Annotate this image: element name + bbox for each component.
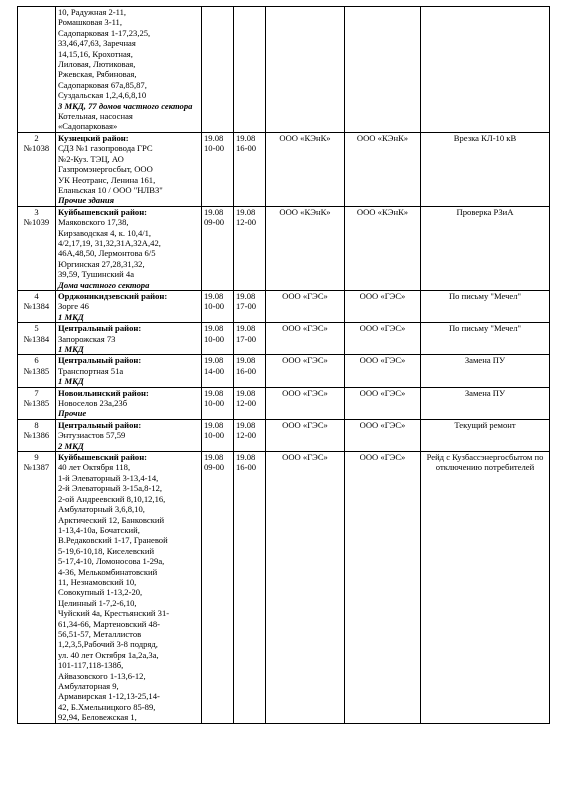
address-line: Запорожская 73 xyxy=(58,333,116,344)
request-id: №1384 xyxy=(23,333,50,344)
address-cell xyxy=(56,290,202,322)
address-line: Зорге 46 xyxy=(58,301,89,312)
address-line: Садопарковая 67а,85,87, xyxy=(58,79,147,90)
contractor-cell xyxy=(345,7,421,133)
address-line: 101-117,118-138б, xyxy=(58,660,124,671)
start-date: 19.08 xyxy=(204,419,224,430)
district-name: Куйбышевский район: xyxy=(58,452,148,463)
start-date: 19.08 xyxy=(204,132,224,143)
end-cell xyxy=(234,452,266,724)
end-date: 19.08 xyxy=(236,452,256,463)
address-line: УК Неотранс, Ленина 161, xyxy=(58,174,156,185)
row-number-cell xyxy=(18,132,56,206)
row-number-cell xyxy=(18,387,56,419)
district-name: Центральный район: xyxy=(58,323,142,334)
contractor-cell: ООО «ГЭС» xyxy=(345,290,421,322)
table-row xyxy=(18,323,550,355)
request-id: №1384 xyxy=(23,301,50,312)
end-cell xyxy=(234,419,266,451)
start-time: 14-00 xyxy=(204,365,225,376)
contractor-cell: ООО «ГЭС» xyxy=(345,355,421,387)
start-date: 19.08 xyxy=(204,355,224,366)
row-number-cell xyxy=(18,355,56,387)
row-number: 3 xyxy=(34,206,39,217)
end-time: 16-00 xyxy=(236,143,257,154)
request-id: №1386 xyxy=(23,430,50,441)
row-number: 2 xyxy=(34,132,39,143)
work-type-cell: По письму "Мечел" xyxy=(421,290,550,322)
organization-cell xyxy=(266,7,345,133)
start-date: 19.08 xyxy=(204,206,224,217)
address-line: В.Редаковский 1-17, Граневой xyxy=(58,535,168,546)
start-time: 10-00 xyxy=(204,430,225,441)
request-id: №1038 xyxy=(23,143,50,154)
start-time: 10-00 xyxy=(204,143,225,154)
address-line: Кирзаводская 4, к. 10,4/1, xyxy=(58,227,152,238)
address-line: Ржевская, Рябиновая, xyxy=(58,69,137,80)
start-cell xyxy=(202,419,234,451)
address-line: Транспортная 51а xyxy=(58,365,124,376)
work-type-cell: По письму "Мечел" xyxy=(421,323,550,355)
contractor-cell: ООО «КЭнК» xyxy=(345,206,421,290)
table-row xyxy=(18,452,550,724)
table-row xyxy=(18,387,550,419)
end-time: 12-00 xyxy=(236,430,257,441)
request-id: №1385 xyxy=(23,398,50,409)
address-line: 10, Радужная 2-11, xyxy=(58,7,127,17)
start-cell xyxy=(202,323,234,355)
end-time: 16-00 xyxy=(236,365,257,376)
end-cell xyxy=(234,132,266,206)
work-type-cell: Врезка КЛ-10 кВ xyxy=(421,132,550,206)
address-line: Лиловая, Лютиковая, xyxy=(58,59,136,70)
address-line: Ромашковая 3-11, xyxy=(58,17,122,28)
table-row xyxy=(18,132,550,206)
contractor-cell: ООО «ГЭС» xyxy=(345,419,421,451)
table-body xyxy=(18,7,550,724)
address-cell xyxy=(56,323,202,355)
row-number-cell xyxy=(18,323,56,355)
end-date: 19.08 xyxy=(236,206,256,217)
row-number-cell xyxy=(18,206,56,290)
address-line: Энтузиастов 57,59 xyxy=(58,430,126,441)
address-line: Газпромэнергосбыт, ООО xyxy=(58,164,153,175)
organization-cell: ООО «ГЭС» xyxy=(266,323,345,355)
start-time: 10-00 xyxy=(204,398,225,409)
end-date: 19.08 xyxy=(236,419,256,430)
address-line: Юргинская 27,28,31,32, xyxy=(58,258,145,269)
address-line: Котельная, насосная xyxy=(58,111,133,122)
table-row xyxy=(18,7,550,133)
contractor-cell: ООО «КЭнК» xyxy=(345,132,421,206)
district-name: Куйбышевский район: xyxy=(58,206,148,217)
table-row xyxy=(18,206,550,290)
address-line: Суздальская 1,2,4,6,8,10 xyxy=(58,90,147,101)
end-cell xyxy=(234,355,266,387)
organization-cell: ООО «ГЭС» xyxy=(266,419,345,451)
address-line: СДЗ №1 газопровода ГРС xyxy=(58,143,153,154)
address-cell xyxy=(56,387,202,419)
start-date: 19.08 xyxy=(204,387,224,398)
start-time: 09-00 xyxy=(204,217,225,228)
start-date: 19.08 xyxy=(204,290,224,301)
start-cell xyxy=(202,452,234,724)
address-line: 40 лет Октября 118, xyxy=(58,462,131,473)
row-number-cell xyxy=(18,419,56,451)
address-line: ул. 40 лет Октября 1а,2а,3а, xyxy=(58,649,159,660)
address-cell xyxy=(56,132,202,206)
end-time: 17-00 xyxy=(236,301,257,312)
request-id: №1039 xyxy=(23,217,50,228)
address-line: 46А,48,50, Лермонтова 6/5 xyxy=(58,248,156,259)
work-type-cell: Проверка РЗиА xyxy=(421,206,550,290)
start-time: 10-00 xyxy=(204,333,225,344)
end-date: 19.08 xyxy=(236,387,256,398)
address-line: 33,46,47,63, Заречная xyxy=(58,38,136,49)
organization-cell: ООО «ГЭС» xyxy=(266,290,345,322)
address-line: 5-19,6-10,18, Киселевский xyxy=(58,545,155,556)
objects-note: 1 МКД xyxy=(58,344,84,354)
district-name: Центральный район: xyxy=(58,355,142,366)
work-type-cell: Рейд с Кузбассэнергосбытом по отключению потребителей xyxy=(421,452,550,724)
work-type-cell: Текущий ремонт xyxy=(421,419,550,451)
address-line: 4/2,17,19, 31,32,31А,32А,42, xyxy=(58,237,161,248)
start-cell xyxy=(202,387,234,419)
end-cell xyxy=(234,7,266,133)
start-date: 19.08 xyxy=(204,452,224,463)
start-cell xyxy=(202,355,234,387)
address-line: «Садопарковая» xyxy=(58,121,118,132)
start-cell xyxy=(202,7,234,133)
contractor-cell: ООО «ГЭС» xyxy=(345,387,421,419)
start-cell xyxy=(202,206,234,290)
organization-cell: ООО «КЭнК» xyxy=(266,132,345,206)
address-line: 1,2,3,5,Рабочий 3-8 подряд, xyxy=(58,639,158,650)
address-line: Арктический 12, Банковский xyxy=(58,514,165,525)
address-line: 11, Незнамовский 10, xyxy=(58,576,137,587)
table-row xyxy=(18,290,550,322)
end-time: 12-00 xyxy=(236,217,257,228)
address-line: Амбулаторная 9, xyxy=(58,681,119,691)
address-line: 4-36, Мелькомбинатовский xyxy=(58,566,158,577)
address-line: 2-й Элеваторный 3-15а,8-12, xyxy=(58,483,163,494)
objects-note: Дома частного сектора xyxy=(58,279,150,290)
work-type-cell: Замена ПУ xyxy=(421,355,550,387)
address-line: Садопарковая 1-17,23,25, xyxy=(58,27,151,38)
contractor-cell: ООО «ГЭС» xyxy=(345,323,421,355)
objects-note: Прочие здания xyxy=(58,195,115,206)
address-line: Айвазовского 1-13,6-12, xyxy=(58,670,146,681)
table-row xyxy=(18,419,550,451)
outage-schedule-table xyxy=(17,6,550,724)
address-line: 1-й Элеваторный 3-13,4-14, xyxy=(58,472,159,483)
end-date: 19.08 xyxy=(236,132,256,143)
organization-cell: ООО «ГЭС» xyxy=(266,387,345,419)
row-number: 9 xyxy=(34,452,39,463)
address-line: Амбулаторный 3,6,8,10, xyxy=(58,504,145,515)
start-time: 10-00 xyxy=(204,301,225,312)
end-cell xyxy=(234,290,266,322)
address-line: Чуйский 4а, Крестьянский 31- xyxy=(58,608,170,619)
contractor-cell: ООО «ГЭС» xyxy=(345,452,421,724)
district-name: Центральный район: xyxy=(58,419,142,430)
request-id: №1385 xyxy=(23,365,50,376)
table-row xyxy=(18,355,550,387)
address-line: 14,15,16, Крохотная, xyxy=(58,48,133,59)
address-line: Целинный 1-7,2-6,10, xyxy=(58,597,137,608)
row-number: 4 xyxy=(34,290,39,301)
end-time: 17-00 xyxy=(236,333,257,344)
end-date: 19.08 xyxy=(236,355,256,366)
address-cell xyxy=(56,355,202,387)
district-name: Новоильинский район: xyxy=(58,387,149,398)
address-line: Армавирская 1-12,13-25,14- xyxy=(58,691,160,702)
objects-note: 3 МКД, 77 домов частного сектора xyxy=(58,100,193,111)
organization-cell: ООО «ГЭС» xyxy=(266,452,345,724)
address-line: Еланьская 10 / ООО "НЛВЗ" xyxy=(58,184,163,195)
end-date: 19.08 xyxy=(236,323,256,334)
row-number: 6 xyxy=(34,355,39,366)
address-line: 42, Б.Хмельницкого 85-89, xyxy=(58,701,156,712)
start-cell xyxy=(202,132,234,206)
address-line: Новоселов 23а,23б xyxy=(58,398,128,409)
end-time: 16-00 xyxy=(236,462,257,473)
start-date: 19.08 xyxy=(204,323,224,334)
address-cell xyxy=(56,419,202,451)
row-number: 5 xyxy=(34,323,39,334)
address-cell xyxy=(56,206,202,290)
address-line: 2-ой Андреевский 8,10,12,16, xyxy=(58,493,166,504)
end-cell xyxy=(234,206,266,290)
address-cell xyxy=(56,452,202,724)
row-number: 8 xyxy=(34,419,39,430)
address-line: 56,51-57, Металлистов xyxy=(58,628,142,639)
address-cell xyxy=(56,7,202,133)
district-name: Кузнецкий район: xyxy=(58,132,129,143)
end-cell xyxy=(234,323,266,355)
organization-cell: ООО «ГЭС» xyxy=(266,355,345,387)
start-cell xyxy=(202,290,234,322)
end-date: 19.08 xyxy=(236,290,256,301)
objects-note: 2 МКД xyxy=(58,440,84,451)
row-number-cell xyxy=(18,7,56,133)
row-number-cell xyxy=(18,290,56,322)
row-number: 7 xyxy=(34,387,39,398)
objects-note: Прочие xyxy=(58,408,87,419)
district-name: Орджоникидзевский район: xyxy=(58,290,168,301)
address-line: 92,94, Беловежская 1, xyxy=(58,712,137,723)
end-cell xyxy=(234,387,266,419)
address-line: Совокупный 1-13,2-20, xyxy=(58,587,143,598)
address-line: 39,59, Тушинский 4а xyxy=(58,269,135,280)
work-type-cell xyxy=(421,7,550,133)
address-line: Маяковского 17,38, xyxy=(58,217,129,228)
address-line: №2-Куз. ТЭЦ, АО xyxy=(58,153,124,164)
organization-cell: ООО «КЭнК» xyxy=(266,206,345,290)
start-time: 09-00 xyxy=(204,462,225,473)
work-type-cell: Замена ПУ xyxy=(421,387,550,419)
address-line: 61,34-66, Мартеновский 48- xyxy=(58,618,160,629)
objects-note: 1 МКД xyxy=(58,376,84,387)
objects-note: 1 МКД xyxy=(58,311,84,322)
end-time: 12-00 xyxy=(236,398,257,409)
request-id: №1387 xyxy=(23,462,50,473)
address-line: 5-17,4-10, Ломоносова 1-29а, xyxy=(58,556,165,567)
address-line: 1-13,4-10а, Бочатский, xyxy=(58,524,140,535)
row-number-cell xyxy=(18,452,56,724)
